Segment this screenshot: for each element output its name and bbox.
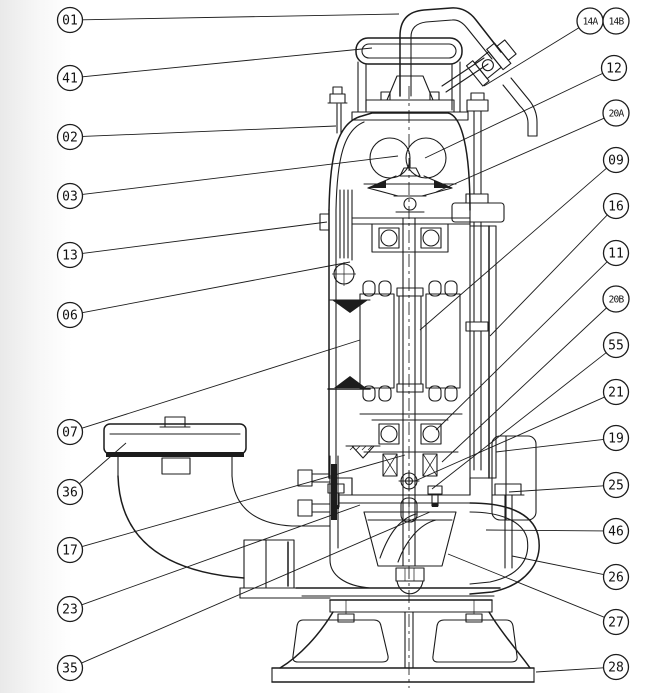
leader-line-16: [490, 215, 607, 336]
leader-line-17: [82, 455, 405, 547]
callout-01: [58, 8, 400, 33]
balloon-label-13: 13: [62, 248, 78, 264]
leader-line-36: [79, 443, 126, 484]
oil-plug-right: [428, 486, 442, 507]
elbow-support-foot: [240, 540, 330, 598]
callout-14A: [484, 8, 603, 86]
balloon-label-35: 35: [62, 661, 78, 677]
leader-line-55: [432, 353, 606, 489]
callout-13: [58, 222, 328, 268]
impeller: [364, 512, 456, 594]
lifting-handle: [356, 38, 462, 112]
balloon-label-28: 28: [608, 660, 624, 676]
leader-line-11: [436, 262, 607, 430]
balloon-label-23: 23: [62, 602, 78, 618]
leader-line-25: [509, 486, 604, 492]
discharge-elbow: [104, 417, 338, 578]
leader-line-26: [512, 556, 604, 575]
callout-11: [436, 241, 629, 431]
balloon-label-14A: 14A: [582, 16, 598, 28]
leader-line-28: [536, 668, 604, 672]
balloon-label-12: 12: [606, 61, 622, 77]
balloon-label-06: 06: [62, 308, 78, 324]
base-stand: [272, 600, 534, 682]
leader-line-14A: [484, 28, 579, 86]
balloon-label-20B: 20B: [608, 294, 624, 306]
callout-25: [509, 473, 629, 498]
balloon-label-36: 36: [62, 485, 78, 501]
balloon-label-19: 19: [608, 431, 624, 447]
balloon-label-09: 09: [608, 153, 624, 169]
balloon-label-11: 11: [608, 246, 624, 262]
callout-46: [486, 519, 629, 544]
callout-36: [58, 443, 127, 505]
callout-07: [58, 340, 361, 445]
balloon-label-25: 25: [608, 478, 624, 494]
callout-03: [58, 156, 399, 209]
callout-23: [58, 505, 361, 622]
balloon-label-17: 17: [62, 543, 78, 559]
leader-line-21: [415, 397, 605, 481]
stator: [360, 281, 460, 401]
leader-line-01: [82, 14, 399, 20]
callout-19: [496, 426, 629, 453]
balloon-label-02: 02: [62, 130, 78, 146]
balloon-label-26: 26: [608, 570, 624, 586]
balloon-label-41: 41: [62, 71, 78, 87]
callout-02: [58, 125, 337, 150]
callout-55: [432, 333, 629, 490]
callouts-layer: [58, 8, 630, 681]
leader-line-41: [82, 48, 372, 77]
balloon-label-03: 03: [62, 189, 78, 205]
upper-bearing: [352, 218, 470, 252]
flow-arrows: [328, 300, 370, 389]
balloon-label-01: 01: [62, 13, 78, 29]
balloon-label-27: 27: [608, 615, 624, 631]
callout-14B: [603, 8, 629, 34]
callout-16: [490, 194, 629, 337]
callout-17: [58, 455, 406, 563]
leader-line-03: [82, 156, 398, 194]
callout-09: [420, 148, 629, 331]
balloon-label-07: 07: [62, 425, 78, 441]
leader-line-06: [82, 262, 350, 313]
leader-line-13: [82, 222, 327, 253]
balloon-label-55: 55: [608, 338, 624, 354]
callout-12: [425, 56, 627, 159]
callout-21: [415, 380, 629, 482]
balloon-label-20A: 20A: [608, 108, 624, 120]
balloon-label-16: 16: [608, 199, 624, 215]
callout-41: [58, 48, 373, 91]
leader-line-27: [448, 554, 604, 617]
motor-protector: [364, 160, 456, 212]
leader-line-23: [82, 505, 360, 605]
balloon-label-14B: 14B: [608, 16, 624, 28]
balloon-label-21: 21: [608, 385, 624, 401]
balloon-label-46: 46: [608, 524, 624, 540]
leader-line-19: [496, 439, 604, 452]
leader-line-07: [82, 340, 360, 428]
casing-cover: [492, 436, 536, 520]
leader-line-46: [486, 530, 604, 531]
callout-28: [536, 655, 629, 680]
leader-line-02: [82, 126, 336, 136]
callout-06: [58, 262, 351, 328]
